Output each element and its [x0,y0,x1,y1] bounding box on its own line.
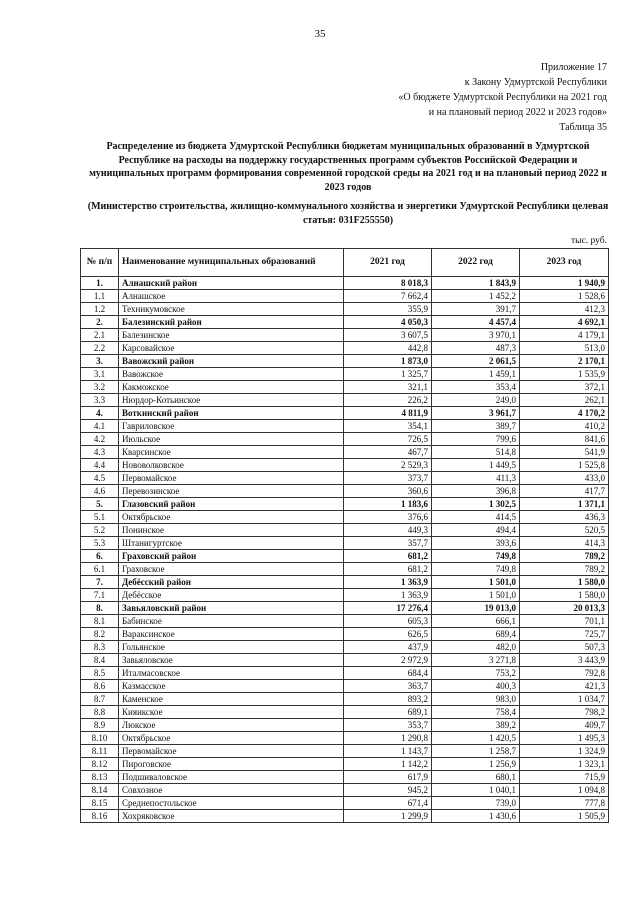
municipality-name: Среднепостольское [119,797,344,810]
column-header-number: № п/п [81,249,119,277]
value-2021: 1 363,9 [344,589,432,602]
row-number: 6.1 [81,563,119,576]
row-number: 4.2 [81,433,119,446]
value-2021: 4 811,9 [344,407,432,420]
value-2022: 749,8 [432,563,520,576]
table-header-row [81,249,609,277]
row-number: 6. [81,550,119,563]
value-2021: 605,3 [344,615,432,628]
row-number: 8.11 [81,745,119,758]
row-number: 4.5 [81,472,119,485]
table-row [81,446,609,459]
row-number: 8.16 [81,810,119,823]
municipality-name: Казмасское [119,680,344,693]
row-number: 7. [81,576,119,589]
value-2023: 4 692,1 [520,316,609,329]
value-2021: 2 972,9 [344,654,432,667]
table-row [81,511,609,524]
municipality-name: Завьяловское [119,654,344,667]
value-2022: 689,4 [432,628,520,641]
value-2023: 1 505,9 [520,810,609,823]
row-number: 8.15 [81,797,119,810]
budget-table [80,248,609,823]
row-number: 8. [81,602,119,615]
municipality-name: Первомайское [119,472,344,485]
table-body [81,277,609,823]
municipality-name: Перевозинское [119,485,344,498]
value-2022: 249,0 [432,394,520,407]
row-number: 3.1 [81,368,119,381]
table-row [81,615,609,628]
value-2022: 2 061,5 [432,355,520,368]
value-2021: 360,6 [344,485,432,498]
document-subtitle: (Министерство строительства, жилищно-коммунального хозяйства и энергетики Удмуртской Республики целевая статья: 031F255550) [87,201,609,226]
table-row [81,810,609,823]
table-row [81,303,609,316]
value-2022: 3 970,1 [432,329,520,342]
value-2022: 482,0 [432,641,520,654]
value-2021: 671,4 [344,797,432,810]
value-2022: 393,6 [432,537,520,550]
municipality-name: Нововолковское [119,459,344,472]
municipality-name: Вавожское [119,368,344,381]
municipality-name: Каменское [119,693,344,706]
table-row [81,394,609,407]
row-number: 8.13 [81,771,119,784]
table-row [81,732,609,745]
table-row [81,706,609,719]
row-number: 1.2 [81,303,119,316]
value-2022: 400,3 [432,680,520,693]
municipality-name: Бабинское [119,615,344,628]
value-2022: 1 258,7 [432,745,520,758]
value-2022: 753,2 [432,667,520,680]
value-2023: 1 371,1 [520,498,609,511]
law-reference-line-2: «О бюджете Удмуртской Республики на 2021 год [398,92,607,103]
value-2023: 2 170,1 [520,355,609,368]
municipality-name: Алнашское [119,290,344,303]
value-2022: 487,3 [432,342,520,355]
value-2022: 1 459,1 [432,368,520,381]
table-row [81,290,609,303]
value-2022: 1 302,5 [432,498,520,511]
municipality-name: Балезинский район [119,316,344,329]
value-2021: 376,6 [344,511,432,524]
table-row [81,524,609,537]
value-2023: 1 034,7 [520,693,609,706]
value-2023: 1 525,8 [520,459,609,472]
value-2022: 1 452,2 [432,290,520,303]
column-header-2023: 2023 год [520,249,609,277]
value-2023: 841,6 [520,433,609,446]
district-row [81,550,609,563]
value-2021: 355,9 [344,303,432,316]
row-number: 4.4 [81,459,119,472]
value-2021: 1 142,2 [344,758,432,771]
value-2022: 389,2 [432,719,520,732]
value-2021: 442,8 [344,342,432,355]
value-2023: 421,3 [520,680,609,693]
row-number: 8.2 [81,628,119,641]
column-header-2021: 2021 год [344,249,432,277]
value-2023: 777,8 [520,797,609,810]
value-2022: 3 271,8 [432,654,520,667]
value-2022: 1 843,9 [432,277,520,290]
value-2022: 1 040,1 [432,784,520,797]
value-2021: 893,2 [344,693,432,706]
document-title: Распределение из бюджета Удмуртской Республики бюджетам муниципальных образований в Удмуртской Республике на расходы на поддержку государственных программ субъектов Российской Федерации и муниципальных программ формирования современной городской среды на 2021 год и на плановый период 2022 и 2023 годов [89,141,607,193]
table-row [81,342,609,355]
row-number: 3.3 [81,394,119,407]
value-2023: 792,8 [520,667,609,680]
table-row [81,654,609,667]
municipality-name: Первомайское [119,745,344,758]
value-2022: 749,8 [432,550,520,563]
value-2023: 1 940,9 [520,277,609,290]
municipality-name: Граховское [119,563,344,576]
municipality-name: Техникумовское [119,303,344,316]
value-2022: 1 420,5 [432,732,520,745]
value-2023: 372,1 [520,381,609,394]
value-2021: 726,5 [344,433,432,446]
table-row [81,797,609,810]
value-2021: 437,9 [344,641,432,654]
value-2022: 758,4 [432,706,520,719]
column-header-name: Наименование муниципальных образований [119,249,344,277]
value-2022: 1 449,5 [432,459,520,472]
value-2023: 1 094,8 [520,784,609,797]
column-header-2022: 2022 год [432,249,520,277]
value-2021: 321,1 [344,381,432,394]
district-row [81,602,609,615]
value-2021: 3 607,5 [344,329,432,342]
row-number: 2.1 [81,329,119,342]
value-2023: 520,5 [520,524,609,537]
municipality-name: Глазовский район [119,498,344,511]
municipality-name: Штанигуртское [119,537,344,550]
value-2023: 541,9 [520,446,609,459]
value-2022: 666,1 [432,615,520,628]
value-2021: 373,7 [344,472,432,485]
value-2021: 1 299,9 [344,810,432,823]
municipality-name: Июльское [119,433,344,446]
district-row [81,355,609,368]
row-number: 8.9 [81,719,119,732]
value-2021: 617,9 [344,771,432,784]
table-row [81,771,609,784]
value-2021: 363,7 [344,680,432,693]
row-number: 8.1 [81,615,119,628]
value-2021: 681,2 [344,563,432,576]
municipality-name: Дебёсский район [119,576,344,589]
table-row [81,368,609,381]
value-2021: 1 143,7 [344,745,432,758]
value-2021: 354,1 [344,420,432,433]
value-2023: 715,9 [520,771,609,784]
value-2021: 2 529,3 [344,459,432,472]
table-row [81,758,609,771]
value-2022: 3 961,7 [432,407,520,420]
municipality-name: Понинское [119,524,344,537]
municipality-name: Октябрьское [119,511,344,524]
municipality-name: Воткинский район [119,407,344,420]
value-2023: 1 580,0 [520,576,609,589]
municipality-name: Пироговское [119,758,344,771]
row-number: 1.1 [81,290,119,303]
value-2023: 701,1 [520,615,609,628]
row-number: 8.8 [81,706,119,719]
value-2022: 19 013,0 [432,602,520,615]
municipality-name: Вараксинское [119,628,344,641]
row-number: 8.3 [81,641,119,654]
value-2023: 1 528,6 [520,290,609,303]
value-2022: 1 430,6 [432,810,520,823]
value-2023: 414,3 [520,537,609,550]
row-number: 8.12 [81,758,119,771]
value-2021: 681,2 [344,550,432,563]
value-2023: 409,7 [520,719,609,732]
table-row [81,628,609,641]
value-2022: 494,4 [432,524,520,537]
row-number: 8.7 [81,693,119,706]
value-2021: 1 183,6 [344,498,432,511]
value-2022: 1 501,0 [432,576,520,589]
row-number: 7.1 [81,589,119,602]
value-2023: 789,2 [520,550,609,563]
table-row [81,589,609,602]
value-2021: 684,4 [344,667,432,680]
value-2021: 689,1 [344,706,432,719]
value-2023: 20 013,3 [520,602,609,615]
law-reference-line-3: и на плановый период 2022 и 2023 годов» [428,107,607,118]
value-2022: 514,8 [432,446,520,459]
municipality-name: Гольянское [119,641,344,654]
municipality-name: Кияикское [119,706,344,719]
municipality-name: Алнашский район [119,277,344,290]
value-2023: 4 170,2 [520,407,609,420]
value-2021: 1 325,7 [344,368,432,381]
row-number: 5.1 [81,511,119,524]
table-row [81,667,609,680]
value-2022: 391,7 [432,303,520,316]
municipality-name: Вавожский район [119,355,344,368]
municipality-name: Нюрдор-Котьинское [119,394,344,407]
row-number: 2.2 [81,342,119,355]
value-2023: 1 535,9 [520,368,609,381]
value-2023: 436,3 [520,511,609,524]
value-2022: 1 501,0 [432,589,520,602]
appendix-label: Приложение 17 [540,62,607,73]
value-2021: 1 363,9 [344,576,432,589]
value-2022: 411,3 [432,472,520,485]
value-2023: 1 580,0 [520,589,609,602]
municipality-name: Гавриловское [119,420,344,433]
value-2023: 417,7 [520,485,609,498]
value-2021: 467,7 [344,446,432,459]
value-2022: 414,5 [432,511,520,524]
municipality-name: Граховский район [119,550,344,563]
value-2023: 262,1 [520,394,609,407]
table-row [81,680,609,693]
table-row [81,420,609,433]
row-number: 8.5 [81,667,119,680]
municipality-name: Италмасовское [119,667,344,680]
municipality-name: Завьяловский район [119,602,344,615]
table-row [81,433,609,446]
value-2023: 789,2 [520,563,609,576]
value-2023: 507,3 [520,641,609,654]
row-number: 4.6 [81,485,119,498]
table-label: Таблица 35 [559,122,607,133]
district-row [81,407,609,420]
value-2023: 1 324,9 [520,745,609,758]
value-2023: 798,2 [520,706,609,719]
table-row [81,784,609,797]
municipality-name: Хохряковское [119,810,344,823]
row-number: 2. [81,316,119,329]
value-2021: 1 290,8 [344,732,432,745]
value-2023: 1 495,3 [520,732,609,745]
district-row [81,316,609,329]
value-2021: 4 050,3 [344,316,432,329]
table-row [81,693,609,706]
municipality-name: Подшиваловское [119,771,344,784]
value-2022: 799,6 [432,433,520,446]
table-row [81,329,609,342]
value-2022: 353,4 [432,381,520,394]
value-2021: 945,2 [344,784,432,797]
district-row [81,277,609,290]
value-2022: 1 256,9 [432,758,520,771]
appendix-header [398,60,607,120]
value-2021: 449,3 [344,524,432,537]
row-number: 3. [81,355,119,368]
value-2022: 983,0 [432,693,520,706]
value-2023: 412,3 [520,303,609,316]
table-row [81,719,609,732]
value-2023: 410,2 [520,420,609,433]
row-number: 8.14 [81,784,119,797]
value-2023: 433,0 [520,472,609,485]
municipality-name: Балезинское [119,329,344,342]
row-number: 5.3 [81,537,119,550]
value-2022: 680,1 [432,771,520,784]
page-number: 35 [314,28,326,40]
municipality-name: Люкское [119,719,344,732]
value-2023: 513,0 [520,342,609,355]
value-2021: 7 662,4 [344,290,432,303]
row-number: 3.2 [81,381,119,394]
value-2021: 17 276,4 [344,602,432,615]
table-row [81,472,609,485]
value-2021: 8 018,3 [344,277,432,290]
table-row [81,641,609,654]
table-row [81,537,609,550]
value-2023: 725,7 [520,628,609,641]
law-reference-line-1: к Закону Удмуртской Республики [464,77,607,88]
row-number: 4.3 [81,446,119,459]
value-2022: 396,8 [432,485,520,498]
table-row [81,745,609,758]
row-number: 5. [81,498,119,511]
table-row [81,563,609,576]
row-number: 5.2 [81,524,119,537]
municipality-name: Кварсинское [119,446,344,459]
value-2023: 4 179,1 [520,329,609,342]
row-number: 8.6 [81,680,119,693]
district-row [81,576,609,589]
value-2022: 739,0 [432,797,520,810]
row-number: 1. [81,277,119,290]
value-2022: 4 457,4 [432,316,520,329]
municipality-name: Дебёсское [119,589,344,602]
row-number: 4.1 [81,420,119,433]
table-row [81,485,609,498]
value-2021: 226,2 [344,394,432,407]
district-row [81,498,609,511]
row-number: 8.10 [81,732,119,745]
row-number: 4. [81,407,119,420]
value-2021: 626,5 [344,628,432,641]
value-2021: 357,7 [344,537,432,550]
value-2021: 1 873,0 [344,355,432,368]
municipality-name: Какможское [119,381,344,394]
table-row [81,381,609,394]
municipality-name: Октябрьское [119,732,344,745]
value-2023: 1 323,1 [520,758,609,771]
municipality-name: Совхозное [119,784,344,797]
municipality-name: Карсовайское [119,342,344,355]
table-row [81,459,609,472]
units-label: тыс. руб. [571,236,607,246]
value-2021: 353,7 [344,719,432,732]
value-2022: 389,7 [432,420,520,433]
value-2023: 3 443,9 [520,654,609,667]
row-number: 8.4 [81,654,119,667]
